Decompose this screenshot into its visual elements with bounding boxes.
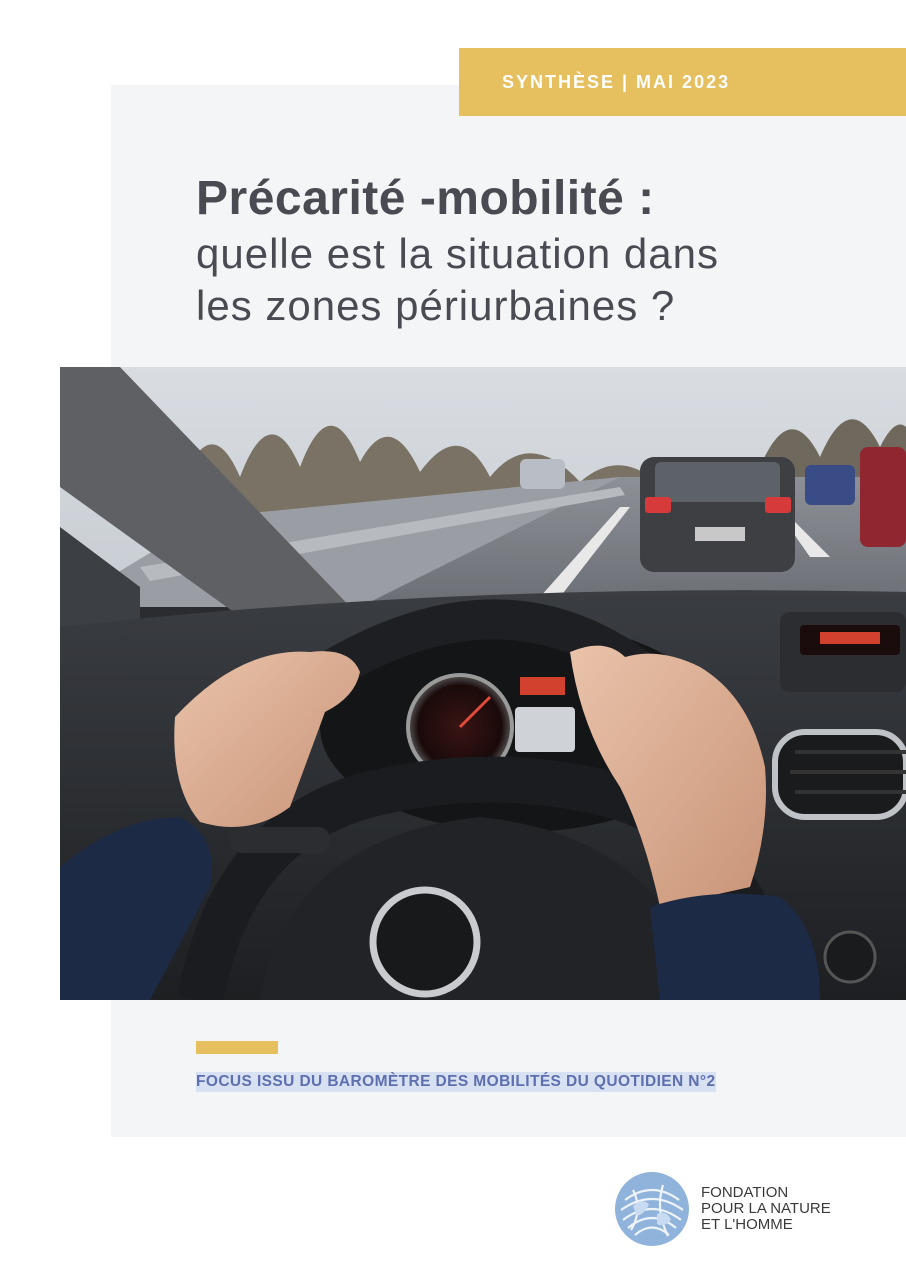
accent-bar [196,1041,278,1054]
logo-line-2: POUR LA NATURE [701,1200,831,1217]
logo-line-1: FONDATION [701,1184,789,1201]
foundation-logo [613,1170,831,1248]
report-type-tag [459,48,906,116]
title-line-1: Précarité -mobilité : [196,172,655,225]
logo-line-3: ET L'HOMME [701,1216,793,1233]
fingerprint-globe-icon [613,1170,691,1248]
focus-subtitle: FOCUS ISSU DU BAROMÈTRE DES MOBILITÉS DU QUOTIDIEN N°2 [196,1073,716,1090]
cover-photo [60,367,906,1000]
title-line-2: quelle est la situation dans [196,230,719,277]
report-type-label: SYNTHÈSE | MAI 2023 [502,71,731,92]
logo-wordmark [701,1185,831,1233]
driving-scene-illustration [60,367,906,1000]
document-title [196,170,886,332]
title-line-3: les zones périurbaines ? [196,282,676,329]
